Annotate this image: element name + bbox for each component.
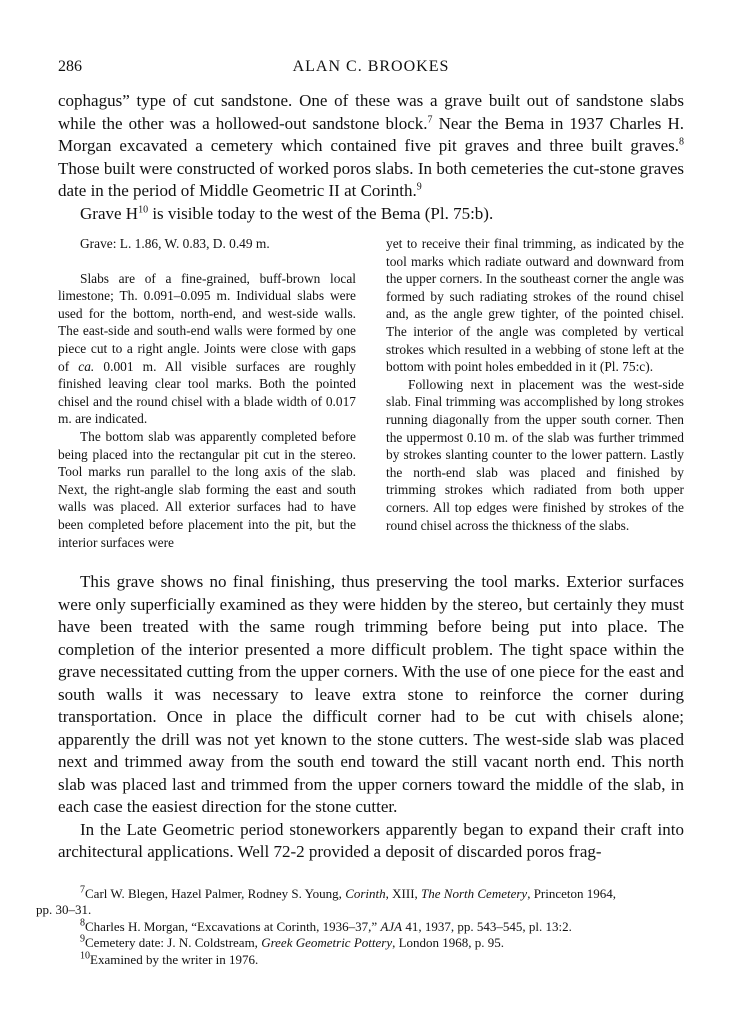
footnotes: [36, 884, 684, 969]
left-paragraph-2: The bottom slab was apparently completed before being placed into the rectangular pit cut in the stereo. Tool marks run parallel to the long axis of the slab. Next, the right-angle slab forming the east and south walls was placed. All exterior surfaces had to have been completed before placement into the pit, but the interior surfaces were: [58, 428, 356, 550]
footnote-7-text-a: Carl W. Blegen, Hazel Palmer, Rodney S. Young,: [85, 885, 346, 901]
footnote-8-text-b: 41, 1937, pp. 543–545, pl. 13:2.: [402, 918, 572, 934]
footnote-7-title-1: Corinth: [345, 885, 386, 901]
footnote-ref-8: 8: [679, 136, 684, 148]
left-text-ca: ca.: [78, 358, 95, 374]
intro-text-3: Those built were constructed of worked poros slabs. In both cemeteries the cut-stone graves date in the period of Middle Geometric II at Corinth.: [58, 158, 684, 200]
intro-text-1: cophagus” type of cut sandstone. One of these was a grave built out of sandstone slabs while the other was a hollowed-out sandstone block.: [58, 91, 684, 133]
page-number: 286: [58, 58, 82, 75]
intro-text: [58, 90, 684, 225]
footnote-9: [58, 935, 684, 952]
footnote-7: [36, 884, 684, 919]
grave-dimensions: Grave: L. 1.86, W. 0.83, D. 0.49 m.: [80, 236, 270, 251]
footnote-7-text-b: , XIII,: [385, 885, 422, 901]
discussion-paragraph-2: In the Late Geometric period stoneworkers apparently began to expand their craft into architectural applications. Well 72-2 provided a deposit of discarded poros frag-: [58, 819, 684, 862]
footnote-9-number: 9: [80, 933, 85, 945]
catalogue-columns: [58, 235, 684, 551]
footnote-7-pages: pp. 30–31.: [36, 902, 92, 918]
footnote-7-text-c: , Princeton 1964,: [527, 885, 617, 901]
footnote-10-text: Examined by the writer in 1976.: [90, 951, 259, 967]
intro-paragraph: [58, 90, 684, 203]
page: [36, 54, 684, 968]
footnote-10-number: 10: [80, 950, 90, 962]
footnote-8-number: 8: [80, 917, 85, 929]
footnote-10: [58, 952, 684, 969]
footnote-8-journal: AJA: [380, 918, 403, 934]
running-head: ALAN C. BROOKES: [292, 58, 450, 75]
page-header: [58, 54, 684, 78]
intro-text-2: Near the Bema in 1937 Charles H. Morgan excavated a cemetery which contained five pit graves and three built graves.: [58, 113, 684, 155]
grave-h-text-2: is visible today to the west of the Bema (Pl. 75:b).: [148, 203, 494, 223]
discussion-paragraph-1: This grave shows no final finishing, thus preserving the tool marks. Exterior surfaces were only superficially examined as they were hidden by the stereo, but certainly they must have been treated with the same rough trimming before being put into place. The completion of the interior presented a more difficult problem. The tight space within the grave necessitated cutting from the upper corners. With the use of one piece for the east and south walls it was necessary to leave extra stone to reinforce the corner during transportation. Once in place the difficult corner had to be cut with chisels alone; apparently the drill was not yet known to the stone cutters. The west-side slab was placed next and trimmed away from the south end toward the still vacant north end. This north slab was placed last and trimmed from the upper corners toward the middle of the slab, in each case the easiest direction for the stone cutter.: [58, 572, 684, 817]
discussion-text: [58, 571, 684, 864]
left-text-1b: 0.001 m. All visible surfaces are roughly finished leaving clear tool marks. Both the pointed chisel and the round chisel with a blade width of 0.017 m. are indicated.: [58, 358, 356, 427]
footnote-ref-9: 9: [416, 181, 422, 193]
grave-h-text-1: Grave H: [80, 203, 139, 223]
footnote-ref-10: 10: [138, 203, 149, 215]
footnote-7-title-2: The North Cemetery: [421, 885, 528, 901]
footnote-9-text-a: Cemetery date: J. N. Coldstream,: [85, 935, 262, 951]
footnote-ref-7: 7: [427, 113, 433, 125]
left-text-1a: Slabs are of a fine-grained, buff-brown local limestone; Th. 0.091–0.095 m. Individual slabs were used for the bottom, north-end, and west-side walls. The east-side and south-end walls were formed by one piece cut to a right angle. Joints were close with gaps of: [58, 270, 356, 374]
right-paragraph-1: yet to receive their final trimming, as indicated by the tool marks which radiate outward and downward from the upper corners. In the southeast corner the angle was formed by such radiating strokes of the round chisel and, as the angle grew tighter, of the pointed chisel. The interior of the angle was completed by vertical strokes which resulted in a webbing of stone left at the bottom with point holes embedded in it (Pl. 75:c).: [386, 236, 684, 375]
footnote-7-number: 7: [80, 884, 85, 896]
right-column: [386, 235, 684, 551]
grave-h-paragraph: [58, 203, 684, 226]
footnote-8: [58, 919, 684, 936]
left-paragraph-1: [58, 270, 356, 428]
footnote-9-title: Greek Geometric Pottery: [261, 935, 393, 951]
right-paragraph-2: Following next in placement was the west-side slab. Final trimming was accomplished by long strokes running diagonally from the upper south corner. Then the uppermost 0.10 m. of the slab was further trimmed by strokes slanting counter to the lower pattern. Lastly the north-end slab was placed and finished by trimming strokes which radiated from both upper corners. All top edges were finished by strokes of the round chisel across the thickness of the slabs.: [386, 376, 684, 533]
left-column: [58, 235, 356, 551]
footnote-8-text-a: Charles H. Morgan, “Excavations at Corinth, 1936–37,”: [85, 918, 381, 934]
footnote-9-text-b: , London 1968, p. 95.: [392, 935, 505, 951]
